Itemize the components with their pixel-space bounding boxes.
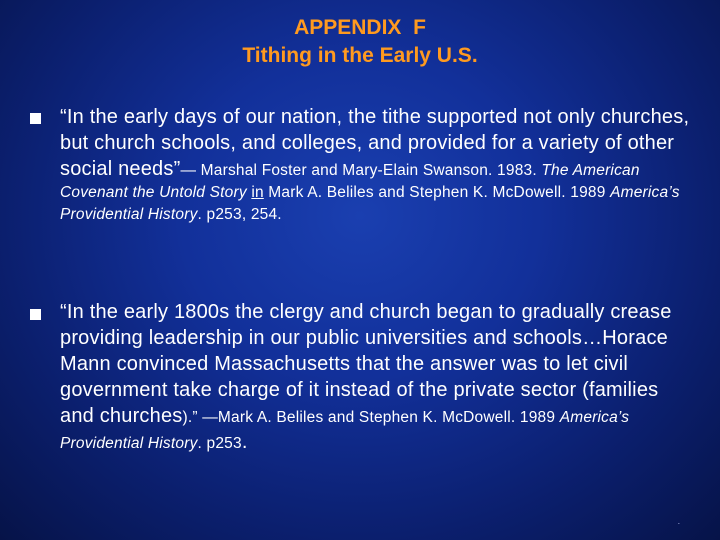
citation-part: and Mary-Elain Swanson. 1983. [306,162,542,179]
bullet-square-icon [30,309,41,320]
bullet-item-1 [60,104,690,226]
quote-author: — Marshal Foster [180,162,307,179]
quote-text: “In the early 1800s the clergy and church began to gradually crease providing leadership in our public universities and schools…Horace Mann convinced Massachusetts that the answer was to let civil government take charge of it instead of the private sector (families and churches [60,301,672,427]
citation-pages: . p253 [197,435,242,452]
citation-end: . [241,431,248,453]
bullet-square-icon [30,113,41,124]
citation-title: The American Covenant the Untold Story [60,162,640,201]
citation-title: America’s Providential History [60,184,680,223]
citation-title: America’s Providential History [60,409,630,452]
bullet-item-2 [60,299,690,455]
citation-pages: . p253, 254. [197,206,282,223]
citation-in: in [251,184,264,201]
citation-part: Mark A. Beliles and Stephen K. McDowell. 1989 [263,184,611,201]
slide-title [0,14,720,70]
footer-mark: . [677,517,680,526]
title-line-1: APPENDIX F [294,16,426,39]
quote-text: “In the early days of our nation, the tithe supported not only churches, but church schools, and colleges, and provided for a variety of other social needs” [60,106,690,180]
quote-close: ).” — [182,409,218,426]
title-line-2: Tithing in the Early U.S. [242,44,478,67]
citation-part: Mark A. Beliles and Stephen K. McDowell. 1989 [217,409,560,426]
